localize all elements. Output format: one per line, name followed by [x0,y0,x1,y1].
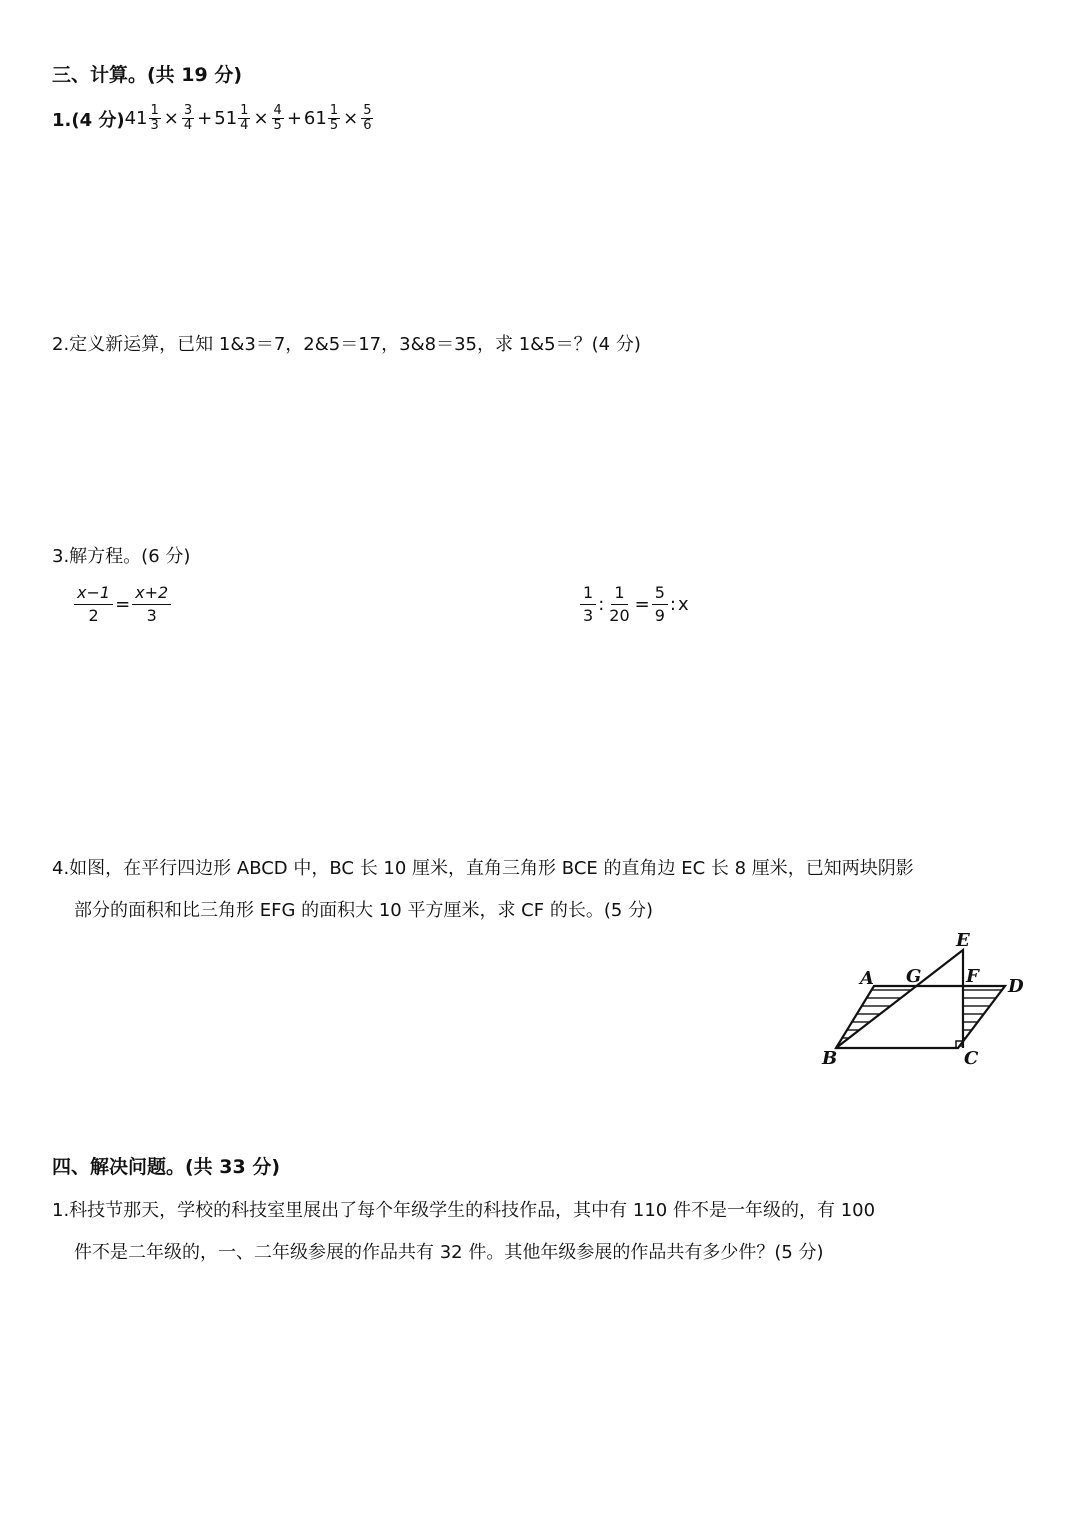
q4-line-1: 4.如图，在平行四边形 ABCD 中，BC 长 10 厘米，直角三角形 BCE 的直角边 EC 长 8 厘米，已知两块阴影 [52,858,914,879]
s4-q1-line-1: 1.科技节那天，学校的科技室里展出了每个年级学生的科技作品，其中有 110 件不是一年级的，有 100 [52,1200,876,1221]
ratio-colon: : [598,594,605,615]
q1-frac-2: $\frac{3}{4}$ [183,103,193,133]
parallelogram-figure [810,922,1040,1072]
q1-whole-2: 51 [214,108,238,129]
label-d: D [1008,976,1024,997]
label-f: F [966,966,979,987]
eq1-right-fraction: $\frac{x+2}{3}$ [132,582,171,627]
q2-text: 2.定义新运算，已知 1&3＝7，2&5＝17，3&8＝35，求 1&5＝？(4 分) [52,334,641,355]
q1-frac-3: $\frac{1}{4}$ [240,103,249,133]
equation-2 [580,582,689,627]
triangle-bce [836,950,963,1048]
section-3-title: 三、计算。(共 19 分) [52,64,243,86]
eq2-fraction-a: $\frac{1}{3}$ [580,582,596,627]
equation-1 [74,582,171,627]
section-4-title: 四、解决问题。(共 33 分) [52,1156,281,1178]
label-b: B [822,1048,838,1069]
label-c: C [964,1048,979,1069]
q1-label: 1.(4 分) [52,109,125,131]
equals-sign: = [634,594,650,615]
eq2-fraction-c: $\frac{5}{9}$ [652,582,668,627]
eq2-fraction-b: $\frac{1}{20}$ [609,583,630,625]
q1-frac-4: $\frac{4}{5}$ [273,103,282,133]
equals-sign: = [115,594,131,615]
ratio-colon: : [669,594,676,615]
q1-whole-3: 61 [303,108,327,129]
label-a: A [860,968,874,989]
s4-q1-line-2: 件不是二年级的，一、二年级参展的作品共有 32 件。其他年级参展的作品共有多少件？(5 分) [74,1242,824,1263]
eq1-left-fraction: $\frac{x-1}{2}$ [74,582,113,627]
q1-frac-1: $\frac{1}{3}$ [150,103,159,133]
q3-title: 3.解方程。(6 分) [52,546,191,567]
times-sign: × [343,108,359,129]
plus-sign: + [286,108,302,129]
q1-frac-6: $\frac{5}{6}$ [363,103,372,133]
label-e: E [956,930,970,951]
eq2-variable: x [677,594,689,615]
plus-sign: + [197,108,213,129]
times-sign: × [163,108,179,129]
q1-whole-1: 41 [124,108,148,129]
label-g: G [906,966,922,987]
q1-expression [52,104,374,133]
times-sign: × [253,108,269,129]
q1-frac-5: $\frac{1}{5}$ [329,103,339,133]
q4-line-2: 部分的面积和比三角形 EFG 的面积大 10 平方厘米，求 CF 的长。(5 分) [74,900,654,921]
